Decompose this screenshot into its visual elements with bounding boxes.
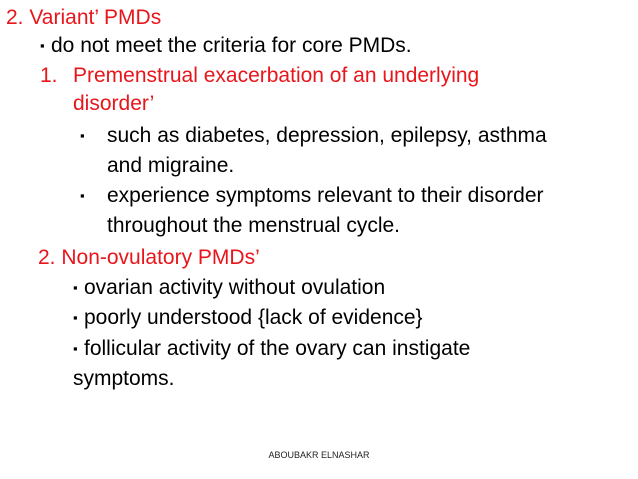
sub-bullet-1-line2: and migraine. xyxy=(107,154,235,177)
item1-title-line2: disorder’ xyxy=(73,92,155,115)
item2-bullet-3: follicular activity of the ovary can instigate xyxy=(84,337,471,360)
sub-bullet-2-line2: throughout the menstrual cycle. xyxy=(107,214,400,237)
heading: 2. Variant’ PMDs xyxy=(6,6,162,29)
item1-number: 1. xyxy=(40,64,58,87)
footer-author: ABOUBAKR ELNASHAR xyxy=(268,450,370,460)
item2-bullet-1: ovarian activity without ovulation xyxy=(84,276,386,299)
sub-bullet-1-line1: such as diabetes, depression, epilepsy, asthma xyxy=(107,124,547,147)
bullet-square-icon: ▪ xyxy=(80,188,85,203)
bullet-square-icon: ▪ xyxy=(73,280,78,295)
bullet-square-icon: ▪ xyxy=(40,38,45,53)
item2-heading: 2. Non-ovulatory PMDs’ xyxy=(38,246,260,269)
item2-continuation: symptoms. xyxy=(73,367,175,390)
sub-bullet-2-line1: experience symptoms relevant to their disorder xyxy=(107,184,544,207)
item2-bullet-2: poorly understood {lack of evidence} xyxy=(84,306,423,329)
bullet-square-icon: ▪ xyxy=(73,310,78,325)
bullet-square-icon: ▪ xyxy=(80,128,85,143)
bullet-square-icon: ▪ xyxy=(73,341,78,356)
item1-title-line1: Premenstrual exacerbation of an underlying xyxy=(73,64,480,87)
intro-text: do not meet the criteria for core PMDs. xyxy=(51,34,412,57)
